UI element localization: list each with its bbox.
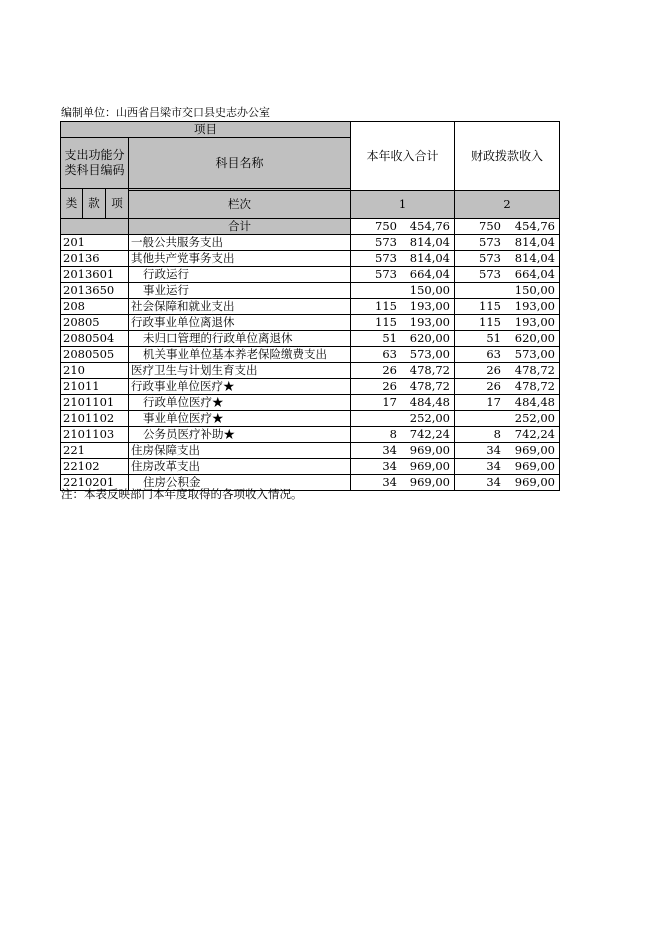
- row-total-cell: [351, 443, 455, 459]
- row-fiscal-part2: 252,00: [514, 411, 555, 425]
- total-fiscal-part2: 454,76: [514, 219, 555, 233]
- row-name: 行政事业单位医疗★: [129, 379, 351, 395]
- row-total-cell: [351, 363, 455, 379]
- row-total-part1: 8: [389, 427, 397, 441]
- table-row: [61, 235, 560, 251]
- row-name: 住房保障支出: [129, 443, 351, 459]
- row-fiscal-cell: [455, 459, 560, 475]
- row-code: 2080504: [61, 331, 129, 347]
- table-row: [61, 315, 560, 331]
- row-total-part1: 573: [375, 235, 397, 249]
- row-total-cell: [351, 427, 455, 443]
- col2-number: 2: [455, 190, 560, 218]
- row-total-part2: 573,00: [409, 347, 450, 361]
- total-label: 合计: [129, 219, 351, 235]
- row-total-part1: 115: [375, 315, 397, 329]
- row-name: 未归口管理的行政单位离退休: [129, 331, 351, 347]
- row-total-part1: 26: [382, 379, 397, 393]
- row-code: 210: [61, 363, 129, 379]
- row-code: 2101102: [61, 411, 129, 427]
- row-fiscal-cell: [455, 363, 560, 379]
- row-fiscal-part1: [457, 283, 501, 298]
- row-fiscal-part2: 664,04: [514, 267, 555, 281]
- row-fiscal-part2: 969,00: [514, 475, 555, 489]
- row-total-part2: 664,04: [409, 267, 450, 281]
- row-name: 事业运行: [129, 283, 351, 299]
- table-row: [61, 395, 560, 411]
- row-total-part1: 34: [382, 475, 397, 489]
- row-fiscal-cell: [455, 443, 560, 459]
- row-fiscal-part1: 51: [486, 331, 501, 345]
- unit-label: 编制单位：山西省吕梁市交口县史志办公室: [61, 106, 270, 119]
- row-fiscal-cell: [455, 411, 560, 427]
- row-fiscal-part1: 115: [479, 315, 501, 329]
- header-subject-name: 科目名称: [129, 138, 351, 189]
- row-total-cell: [351, 475, 455, 491]
- row-total-part1: 63: [382, 347, 397, 361]
- row-code: 2080505: [61, 347, 129, 363]
- row-fiscal-part2: 193,00: [514, 315, 555, 329]
- row-fiscal-cell: [455, 251, 560, 267]
- row-fiscal-part1: 34: [486, 459, 501, 473]
- table-row: [61, 299, 560, 315]
- row-fiscal-part2: 814,04: [514, 251, 555, 265]
- row-total-part2: 620,00: [409, 331, 450, 345]
- row-code: 20805: [61, 315, 129, 331]
- row-name: 社会保障和就业支出: [129, 299, 351, 315]
- row-fiscal-part2: 150,00: [514, 283, 555, 297]
- row-fiscal-cell: [455, 427, 560, 443]
- row-name: 医疗卫生与计划生育支出: [129, 363, 351, 379]
- row-total-part1: 573: [375, 267, 397, 281]
- row-code: 201: [61, 235, 129, 251]
- row-code: 2101103: [61, 427, 129, 443]
- row-total-part2: 969,00: [409, 459, 450, 473]
- row-fiscal-cell: [455, 331, 560, 347]
- table-row: [61, 459, 560, 475]
- row-total-cell: [351, 459, 455, 475]
- row-total-cell: [351, 267, 455, 283]
- row-fiscal-cell: [455, 299, 560, 315]
- row-fiscal-part1: 573: [479, 267, 501, 281]
- row-fiscal-cell: [455, 475, 560, 491]
- row-fiscal-part1: 8: [493, 427, 501, 441]
- row-name: 住房改革支出: [129, 459, 351, 475]
- row-fiscal-part1: 26: [486, 363, 501, 377]
- row-name: 公务员医疗补助★: [129, 427, 351, 443]
- row-name: 行政运行: [129, 267, 351, 283]
- row-fiscal-part2: 742,24: [514, 427, 555, 441]
- row-total-part2: 150,00: [409, 283, 450, 297]
- row-total-cell: [351, 379, 455, 395]
- row-name: 机关事业单位基本养老保险缴费支出: [129, 347, 351, 363]
- row-code: 2210201: [61, 475, 129, 491]
- row-fiscal-part1: 115: [479, 299, 501, 313]
- table-row: [61, 283, 560, 299]
- row-fiscal-part1: 17: [486, 395, 501, 409]
- total-income-part2: 454,76: [409, 219, 450, 233]
- row-total-part2: 252,00: [409, 411, 450, 425]
- row-total-part1: 17: [382, 395, 397, 409]
- row-code: 208: [61, 299, 129, 315]
- header-lei: 类: [61, 189, 83, 219]
- row-total-cell: [351, 299, 455, 315]
- header-func-code: 支出功能分类科目编码: [61, 138, 129, 189]
- row-total-cell: [351, 235, 455, 251]
- header-xiang: 项: [106, 189, 129, 219]
- row-total-part2: 193,00: [409, 315, 450, 329]
- table-row: [61, 443, 560, 459]
- row-fiscal-cell: [455, 267, 560, 283]
- row-total-part1: [353, 411, 397, 426]
- row-fiscal-part1: 573: [479, 235, 501, 249]
- row-total-part1: 34: [382, 459, 397, 473]
- row-fiscal-part1: 63: [486, 347, 501, 361]
- row-fiscal-cell: [455, 379, 560, 395]
- row-fiscal-part2: 573,00: [514, 347, 555, 361]
- row-total-cell: [351, 411, 455, 427]
- row-fiscal-part2: 814,04: [514, 235, 555, 249]
- row-fiscal-part2: 478,72: [514, 363, 555, 377]
- row-total-part1: 115: [375, 299, 397, 313]
- row-total-part1: 51: [382, 331, 397, 345]
- row-name: 行政单位医疗★: [129, 395, 351, 411]
- header-col-total: 本年收入合计: [351, 122, 455, 191]
- row-name: 其他共产党事务支出: [129, 251, 351, 267]
- header-project: 项目: [61, 122, 351, 138]
- row-total-part1: 26: [382, 363, 397, 377]
- row-total-part2: 969,00: [409, 443, 450, 457]
- row-code: 2013601: [61, 267, 129, 283]
- row-code: 2013650: [61, 283, 129, 299]
- row-fiscal-cell: [455, 395, 560, 411]
- row-fiscal-part2: 193,00: [514, 299, 555, 313]
- row-total-cell: [351, 251, 455, 267]
- row-name: 一般公共服务支出: [129, 235, 351, 251]
- row-fiscal-part2: 620,00: [514, 331, 555, 345]
- row-total-part2: 742,24: [409, 427, 450, 441]
- table-row: [61, 347, 560, 363]
- row-total-part1: 34: [382, 443, 397, 457]
- col1-number: 1: [351, 190, 455, 218]
- row-code: 221: [61, 443, 129, 459]
- row-fiscal-cell: [455, 283, 560, 299]
- row-total-part1: [353, 283, 397, 298]
- row-fiscal-part1: [457, 411, 501, 426]
- header-kuan: 款: [83, 189, 106, 219]
- row-total-cell: [351, 315, 455, 331]
- row-total-part1: 573: [375, 251, 397, 265]
- row-total-cell: [351, 395, 455, 411]
- table-row: [61, 267, 560, 283]
- header-lanci: 栏次: [129, 190, 351, 218]
- row-total-part2: 478,72: [409, 363, 450, 377]
- row-fiscal-cell: [455, 315, 560, 331]
- row-fiscal-part1: 573: [479, 251, 501, 265]
- income-table: [60, 121, 560, 491]
- row-code: 22102: [61, 459, 129, 475]
- total-income-cell: [351, 219, 455, 235]
- row-fiscal-cell: [455, 235, 560, 251]
- row-total-part2: 484,48: [409, 395, 450, 409]
- row-total-cell: [351, 347, 455, 363]
- row-total-part2: 814,04: [409, 251, 450, 265]
- row-fiscal-part2: 969,00: [514, 443, 555, 457]
- row-total-part2: 193,00: [409, 299, 450, 313]
- row-code: 20136: [61, 251, 129, 267]
- table-row: [61, 379, 560, 395]
- table-row: [61, 331, 560, 347]
- row-total-cell: [351, 331, 455, 347]
- table-row: [61, 363, 560, 379]
- row-fiscal-part2: 969,00: [514, 459, 555, 473]
- header-col-fiscal: 财政拨款收入: [455, 122, 560, 191]
- total-fiscal-part1: 750: [479, 219, 501, 233]
- row-total-cell: [351, 283, 455, 299]
- row-fiscal-part1: 26: [486, 379, 501, 393]
- row-fiscal-part2: 484,48: [514, 395, 555, 409]
- row-total-part2: 814,04: [409, 235, 450, 249]
- row-fiscal-part1: 34: [486, 443, 501, 457]
- row-name: 事业单位医疗★: [129, 411, 351, 427]
- row-name: 住房公积金: [129, 475, 351, 491]
- row-name: 行政事业单位离退休: [129, 315, 351, 331]
- table-note: 注：本表反映部门本年度取得的各项收入情况。: [61, 487, 303, 501]
- row-total-part2: 969,00: [409, 475, 450, 489]
- row-fiscal-part2: 478,72: [514, 379, 555, 393]
- row-fiscal-part1: 34: [486, 475, 501, 489]
- row-total-part2: 478,72: [409, 379, 450, 393]
- total-fiscal-cell: [455, 219, 560, 235]
- row-code: 2101101: [61, 395, 129, 411]
- row-code: 21011: [61, 379, 129, 395]
- table-row: [61, 251, 560, 267]
- table-row: [61, 427, 560, 443]
- total-income-part1: 750: [375, 219, 397, 233]
- row-fiscal-cell: [455, 347, 560, 363]
- table-row: [61, 411, 560, 427]
